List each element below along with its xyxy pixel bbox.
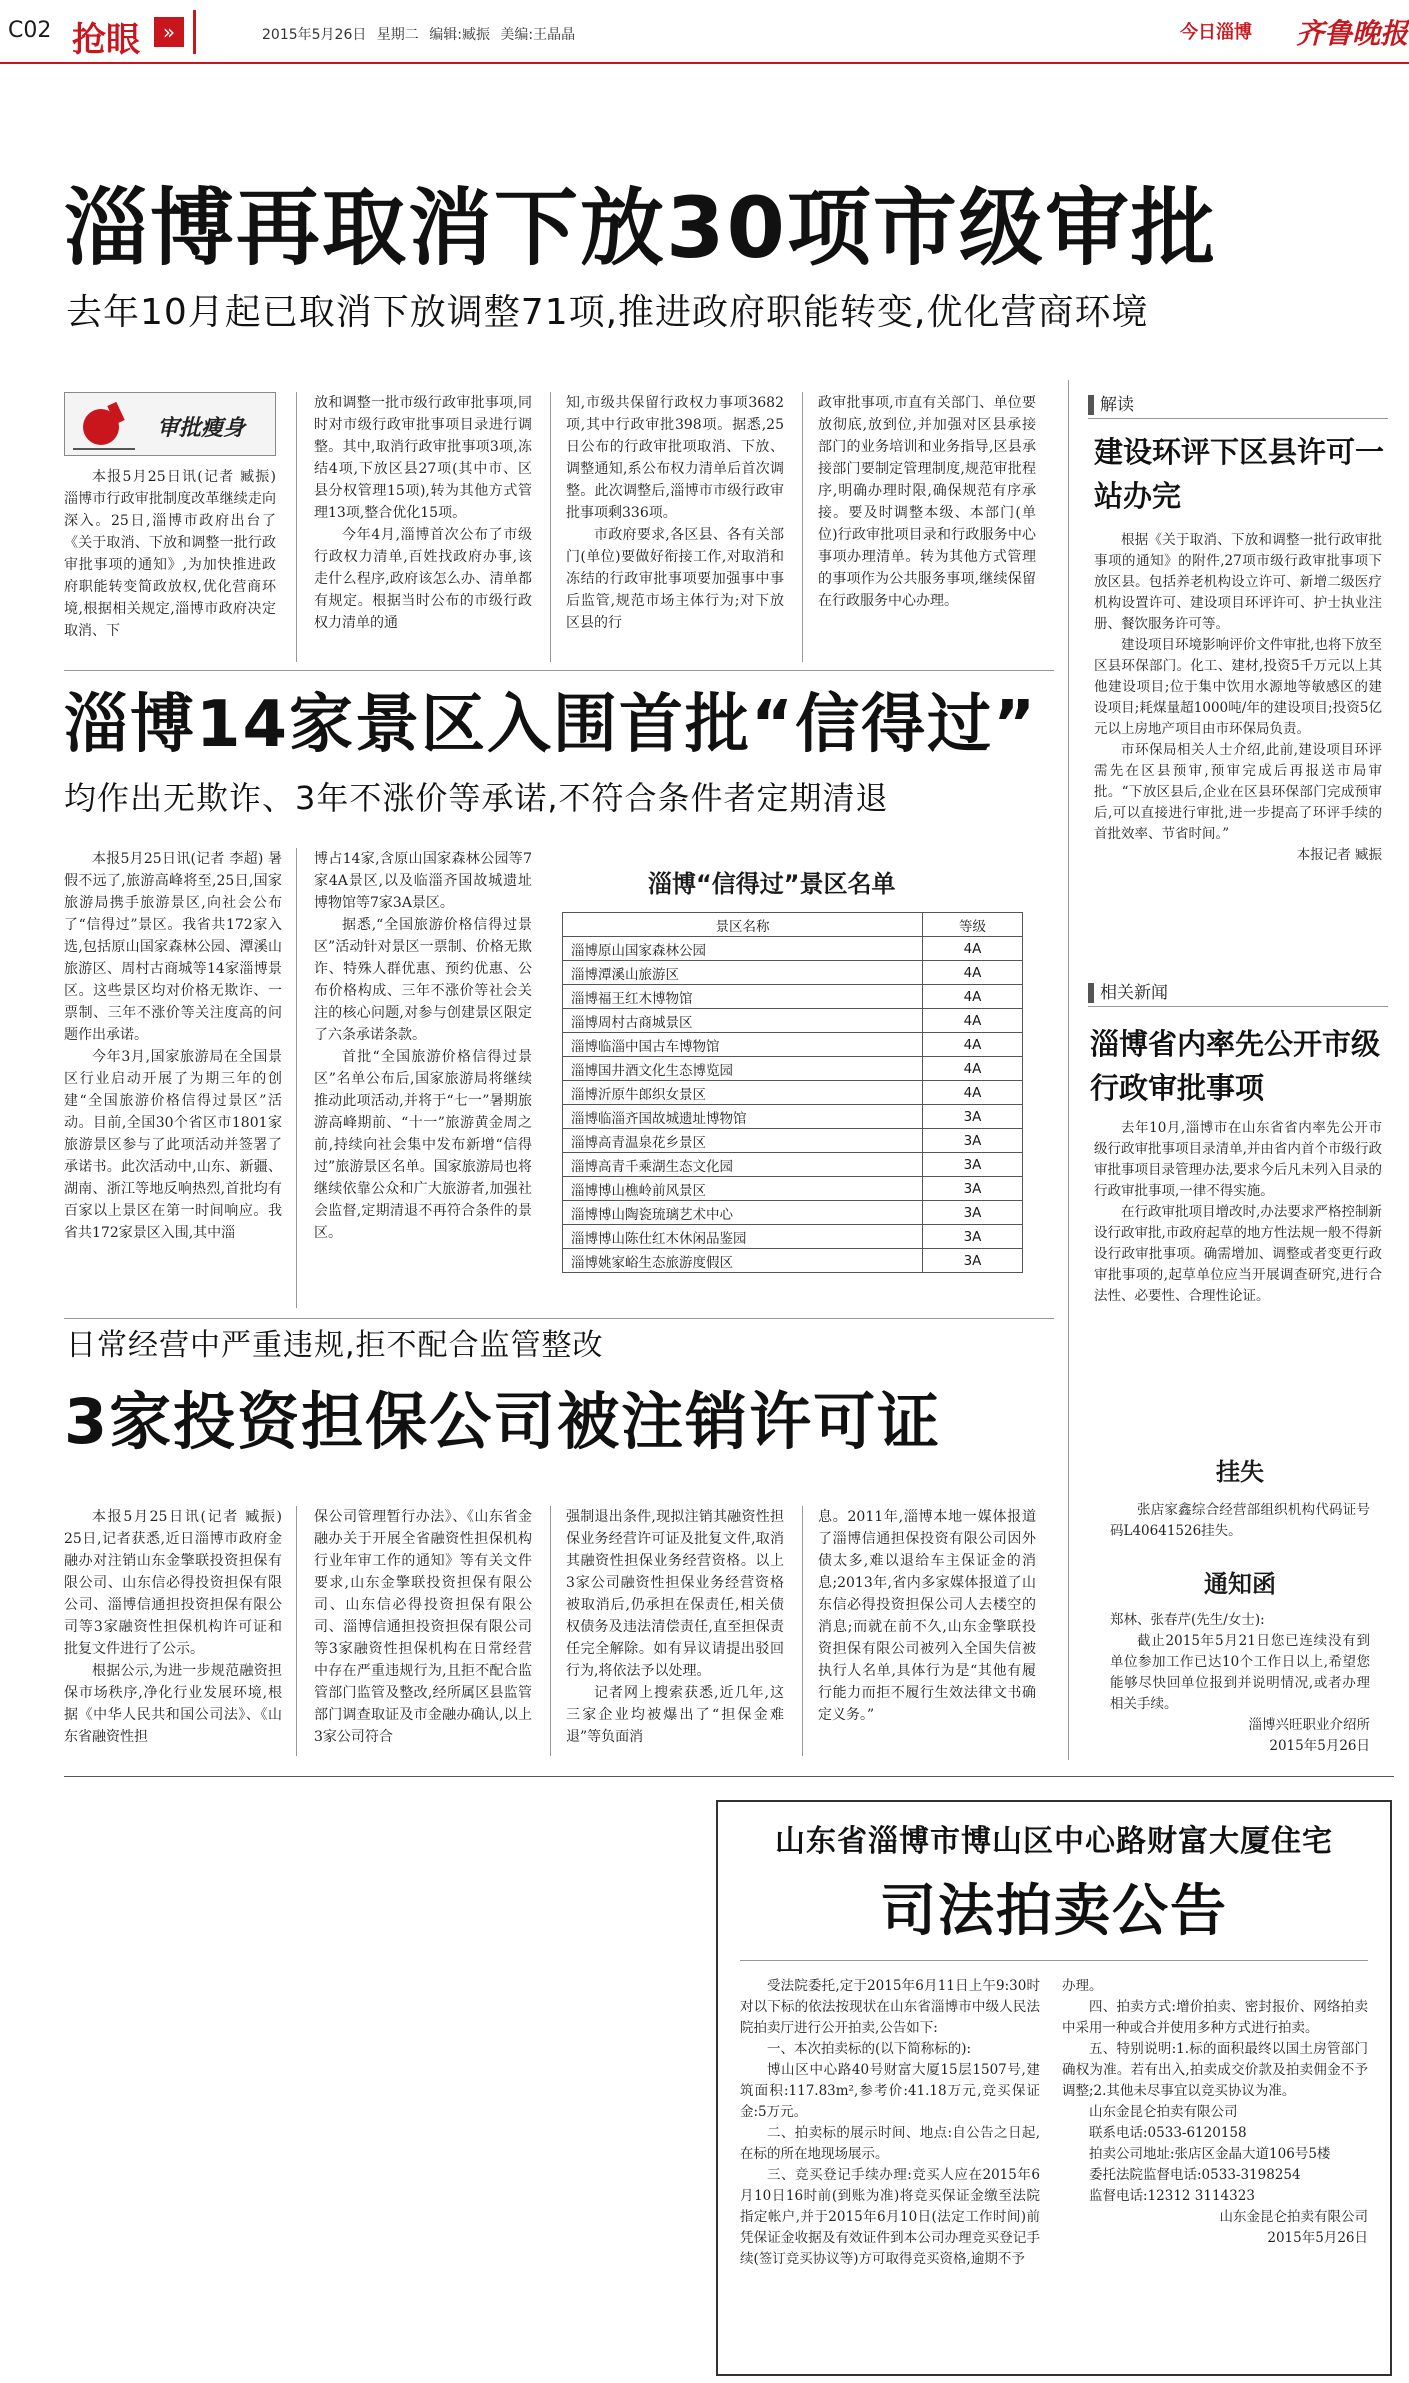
- article1-col1: 本报5月25日讯(记者 臧振) 淄博市行政审批制度改革继续走向深入。25日,淄博市政府出台了《关于取消、下放和调整一批行政审批事项的通知》,为加快推进政府职能转变简政放权,优化营商环境,根据相关规定,淄博市政府决定取消、下: [64, 469, 276, 639]
- table-row: 淄博临淄齐国故城遗址博物馆 3A: [563, 1105, 1023, 1129]
- table-row: 淄博博山陈仕红木休闲品鉴园 3A: [563, 1225, 1023, 1249]
- brand-small: 今日淄博: [1180, 22, 1252, 43]
- article1-col2: 放和调整一批市级行政审批事项,同时对市级行政审批事项目录进行调整。其中,取消行政审批事项3项,冻结4项,下放区县27项(其中市、区县分权管理15项),转为其他方式管理13项,整合优化15项。 今年4月,淄博首次公布了市级行政权力清单,百姓找政府办事,该走什么程序,政府该怎么办、清单都有规定。根据当时公布的市级行政权力清单的通: [314, 395, 532, 631]
- divider: [64, 1776, 1394, 1777]
- article2-title: 淄博14家景区入围首批“信得过”: [64, 688, 1038, 762]
- article1-subtitle: 去年10月起已取消下放调整71项,推进政府职能转变,优化营商环境: [66, 292, 1149, 333]
- table-row: 淄博国井酒文化生态博览园 4A: [563, 1057, 1023, 1081]
- table-row: 淄博福王红木博物馆 4A: [563, 985, 1023, 1009]
- page-number: C02: [8, 18, 52, 43]
- article1-col4: 政审批事项,市直有关部门、单位要放彻底,放到位,并加强对区县承接部门的业务培训和业务指导,区县承接部门要制定管理制度,规范审批程序,明确办理时限,确保规范有序承接。要及时调整本级、本部门(单位)行政审批项目录和行政服务中心事项办理清单。转为其他方式管理的事项作为公共服务事项,继续保留在行政服务中心办理。: [818, 395, 1036, 609]
- auction-col-b: 办理。 四、拍卖方式:增价拍卖、密封报价、网络拍卖中采用一种或合并使用多种方式进行拍卖。 五、特别说明:1.标的面积最终以国土房管部门确权为准。若有出入,拍卖成交价款及拍卖佣金不予调整;2.其他未尽事宜以竞买协议为准。 山东金昆仑拍卖有限公司 联系电话:0533-6120158 拍卖公司地址:张店区金晶大道106号5楼 委托法院监督电话:0533-3198254 监督电话:12312 3114323 山东金昆仑拍卖有限公司 2015年5月26日: [1062, 1978, 1368, 2246]
- auction-col-a: 受法院委托,定于2015年6月11日上午9:30时对以下标的依法按现状在山东省淄博市中级人民法院拍卖厅进行公开拍卖,公告如下: 一、本次拍卖标的(以下简称标的): 博山区中心路40号财富大厦15层1507号,建筑面积:117.83m²,参考价:41.18万元,竞买保证金:5万元。 二、拍卖标的展示时间、地点:自公告之日起,在标的所在地现场展示。 三、竞买登记手续办理:竞买人应在2015年6月10日16时前(到账为准)将竞买保证金缴至法院指定帐户,并于2015年6月10日(法定工作时间)前凭保证金收据及有效证件到本公司办理竞买登记手续(签订竞买协议等)方可取得竞买资格,逾期不予: [740, 1978, 1040, 2267]
- table-row: 淄博姚家峪生态旅游度假区 3A: [563, 1249, 1023, 1273]
- table-row: 淄博潭溪山旅游区 4A: [563, 961, 1023, 985]
- divider: [1088, 1006, 1388, 1007]
- side1-title: 建设环评下区县许可一站办完: [1094, 435, 1385, 513]
- divider: [740, 1960, 1368, 1961]
- notice-letter-title: 通知函: [1204, 1570, 1276, 1598]
- loss-notice-title: 挂失: [1216, 1458, 1264, 1486]
- article3-col1: 本报5月25日讯(记者 臧振) 25日,记者获悉,近日淄博市政府金融办对注销山东金擎联投资担保有限公司、山东信必得投资担保有限公司、淄博信通担投资担保有限公司等3家融资性担保机构许可证和批复文件进行了公示。 根据公示,为进一步规范融资担保市场秩序,净化行业发展环境,根据《中华人民共和国公司法》、《山东省融资性担: [64, 1509, 282, 1745]
- table-row: 淄博沂原牛郎织女景区 4A: [563, 1081, 1023, 1105]
- loss-notice-text: 张店家鑫综合经营部组织机构代码证号码L40641526挂失。: [1110, 1502, 1370, 1539]
- divider: [550, 392, 551, 662]
- auction-title: 司法拍卖公告: [880, 1879, 1228, 1944]
- article2-subtitle: 均作出无欺诈、3年不涨价等承诺,不符合条件者定期清退: [64, 779, 889, 817]
- article3-kicker: 日常经营中严重违规,拒不配合监管整改: [66, 1328, 604, 1363]
- article2-col2: 博占14家,含原山国家森林公园等7家4A景区,以及临淄齐国故城遗址博物馆等7家3A景区。 据悉,“全国旅游价格信得过景区”活动针对景区一票制、价格无欺诈、特殊人群优惠、预约优惠、公布价格构成、三年不涨价等社会关注的核心问题,对参与创建景区限定了六条承诺条款。 首批“全国旅游价格信得过景区”名单公布后,国家旅游局将继续推动此项活动,并将于“七一”暑期旅游高峰期前、“十一”旅游黄金周之前,持续向社会集中发布新增“信得过”旅游景区名单。国家旅游局也将继续依靠公众和广大旅游者,加强社会监督,定期清退不再符合条件的景区。: [314, 851, 532, 1241]
- divider: [550, 1506, 551, 1756]
- divider: [1088, 418, 1388, 419]
- divider: [802, 392, 803, 662]
- scenic-table-title: 淄博“信得过”景区名单: [648, 870, 896, 898]
- brand-logo: 齐鲁晚报: [1296, 17, 1409, 50]
- header-rule: [0, 62, 1409, 64]
- divider: [802, 1506, 803, 1756]
- table-row: 淄博周村古商城景区 4A: [563, 1009, 1023, 1033]
- side2-title: 淄博省内率先公开市级行政审批事项: [1090, 1027, 1381, 1105]
- table-header: 景区名称: [563, 913, 923, 937]
- table-header: 等级: [923, 913, 1023, 937]
- table-row: 淄博博山樵岭前风景区 3A: [563, 1177, 1023, 1201]
- approval-slim-logo: [64, 392, 276, 456]
- notice-letter: 郑林、张春芹(先生/女士): 截止2015年5月21日您已连续没有到单位参加工作已达10个工作日以上,希望您能够尽快回单位报到并说明情况,或者办理相关手续。 淄博兴旺职业介绍所 2015年5月26日: [1110, 1612, 1370, 1754]
- auction-kicker: 山东省淄博市博山区中心路财富大厦住宅: [775, 1824, 1333, 1859]
- table-row: 淄博临淄中国古车博物馆 4A: [563, 1033, 1023, 1057]
- divider: [296, 848, 297, 1308]
- table-row: 淄博高青温泉花乡景区 3A: [563, 1129, 1023, 1153]
- table-row: 淄博高青千乘湖生态文化园 3A: [563, 1153, 1023, 1177]
- divider: [296, 392, 297, 662]
- article1-col3: 知,市级共保留行政权力事项3682项,其中行政审批398项。据悉,25日公布的行政审批项取消、下放、调整通知,系公布权力清单后首次调整。此次调整后,淄博市市级行政审批事项剩336项。 市政府要求,各区县、各有关部门(单位)要做好衔接工作,对取消和冻结的行政审批事项要加强事中事后监管,规范市场主体行为;对下放区县的行: [566, 395, 784, 631]
- article3-col3: 强制退出条件,现拟注销其融资性担保业务经营许可证及批复文件,取消其融资性担保业务经营资格。以上3家公司融资性担保业务经营资格被取消后,仍承担在保责任,相关债权债务及违法清偿责任,直至担保责任完全解除。如有异议请提出驳回行为,将依法予以处理。 记者网上搜索获悉,近几年,这三家企业均被爆出了“担保金难退”等负面消: [566, 1509, 784, 1745]
- table-row: 淄博原山国家森林公园 4A: [563, 937, 1023, 961]
- divider: [64, 1318, 1054, 1319]
- section-arrow-icon: »: [154, 17, 184, 47]
- divider: [296, 1506, 297, 1756]
- side2-tag: 相关新闻: [1088, 978, 1168, 1003]
- side-column-divider: [1068, 380, 1069, 1760]
- side1-tag: 解读: [1088, 390, 1134, 415]
- side1-body: 根据《关于取消、下放和调整一批行政审批事项的通知》的附件,27项市级行政审批事项下放区县。包括养老机构设立许可、新增二级医疗机构设置许可、建设项目环评许可、护士执业注册、餐饮服务许可等。 建设项目环境影响评价文件审批,也将下放至区县环保部门。化工、建材,投资5千万元以上其他建设项目;位于集中饮用水源地等敏感区的建设项目;耗煤量超1000吨/年的建设项目;投资5亿元以上房地产项目由市环保局负责。 市环保局相关人士介绍,此前,建设项目环评需先在区县预审,预审完成后再报送市局审批。“下放区县后,企业在区县环保部门完成预审后,可以直接进行审批,进一步提高了环评手续的首批效率、节省时间。” 本报记者 臧振: [1094, 532, 1382, 863]
- scenic-table: [562, 912, 1023, 1273]
- issue-meta: 2015年5月26日 星期二 编辑:臧振 美编:王晶晶: [262, 27, 576, 43]
- article3-col4: 息。2011年,淄博本地一媒体报道了淄博信通担保投资有限公司因外债太多,难以退给车主保证金的消息;2013年,省内多家媒体报道了山东信必得投资担保公司人去楼空的消息;而就在前不久,山东金擎联投资担保有限公司被列入全国失信被执行人名单,具体行为是“其他有履行能力而拒不履行生效法律文书确定义务。”: [818, 1509, 1036, 1723]
- article3-title: 3家投资担保公司被注销许可证: [64, 1385, 942, 1458]
- side2-body: 去年10月,淄博市在山东省省内率先公开市级行政审批事项目录清单,并由省内首个市级行政审批事项目录管理办法,要求今后凡未列入目录的行政审批事项,一律不得实施。 在行政审批项目增改时,办法要求严格控制新设行政审批,市政府起草的地方性法规一般不得新设行政审批事项。确需增加、调整或者变更行政审批事项的,起草单位应当开展调查研究,进行合法性、必要性、合理性论证。: [1094, 1120, 1382, 1304]
- article1-title: 淄博再取消下放30项市级审批: [64, 179, 1217, 277]
- section-label: 抢眼: [72, 20, 140, 60]
- approval-slim-logo-text: 审批瘦身: [157, 416, 246, 441]
- article2-col1: 本报5月25日讯(记者 李超) 暑假不远了,旅游高峰将至,25日,国家旅游局携手旅游景区,向社会公布了“信得过”景区。我省共172家入选,包括原山国家森林公园、潭溪山旅游区、周村古商城等14家淄博景区。这些景区均对价格无欺诈、一票制、三年不涨价等关注度高的问题作出承诺。 今年3月,国家旅游局在全国景区行业启动开展了为期三年的创建“全国旅游价格信得过景区”活动。目前,全国30个省区市1801家旅游景区参与了此项活动并签署了承诺书。此次活动中,山东、新疆、湖南、浙江等地反响热烈,首批均有百家以上景区在第一时间响应。我省共172家景区入围,其中淄: [64, 851, 282, 1241]
- table-row: 淄博博山陶瓷琉璃艺术中心 3A: [563, 1201, 1023, 1225]
- article3-col2: 保公司管理暂行办法》、《山东省金融办关于开展全省融资性担保机构行业年审工作的通知》等有关文件要求,山东金擎联投资担保有限公司、山东信必得投资担保有限公司、淄博信通担投资担保有限公司等3家融资性担保机构在日常经营中存在严重违规行为,且拒不配合监管部门监管及整改,经所属区县监管部门调查取证及市金融办确认,以上3家公司符合: [314, 1509, 532, 1745]
- divider: [64, 670, 1054, 671]
